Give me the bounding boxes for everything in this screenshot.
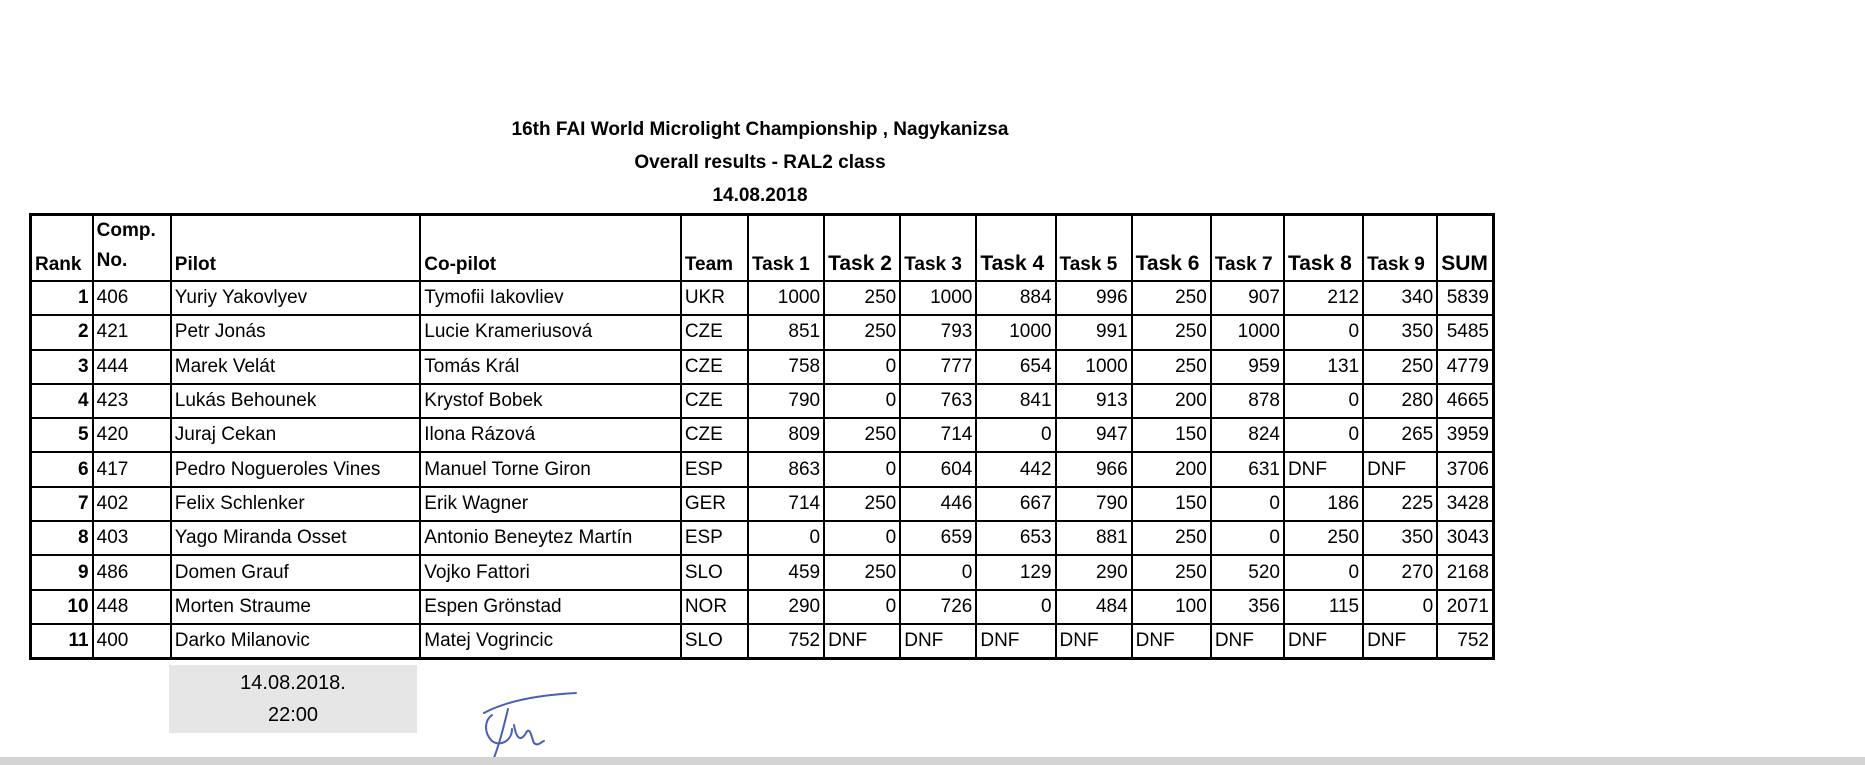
cell-task-3: 726 — [900, 590, 976, 624]
cell-task-8: 0 — [1284, 315, 1363, 349]
cell-task-8: 212 — [1284, 281, 1363, 315]
cell-task-7: DNF — [1211, 624, 1284, 659]
cell-comp-no: 444 — [93, 350, 171, 384]
cell-task-8: 0 — [1284, 384, 1363, 418]
cell-task-9: 265 — [1363, 418, 1437, 452]
cell-task-5: 790 — [1056, 487, 1132, 521]
results-table — [29, 213, 1495, 660]
cell-task-3: 0 — [900, 555, 976, 589]
table-row — [31, 487, 1494, 521]
cell-task-6: 150 — [1132, 418, 1211, 452]
cell-task-1: 851 — [748, 315, 824, 349]
header-row — [31, 215, 1494, 282]
cell-task-8: DNF — [1284, 624, 1363, 659]
cell-task-4: DNF — [976, 624, 1055, 659]
cell-team: CZE — [681, 384, 748, 418]
cell-task-8: 0 — [1284, 418, 1363, 452]
cell-team: SLO — [681, 555, 748, 589]
cell-task-6: 250 — [1132, 350, 1211, 384]
table-row — [31, 315, 1494, 349]
cell-rank: 2 — [31, 315, 93, 349]
cell-co-pilot: Erik Wagner — [420, 487, 681, 521]
cell-task-5: 947 — [1056, 418, 1132, 452]
cell-task-6: 250 — [1132, 315, 1211, 349]
cell-task-2: 250 — [824, 281, 900, 315]
cell-task-5: 991 — [1056, 315, 1132, 349]
cell-task-7: 0 — [1211, 521, 1284, 555]
cell-rank: 9 — [31, 555, 93, 589]
cell-task-2: 250 — [824, 315, 900, 349]
cell-comp-no: 423 — [93, 384, 171, 418]
cell-pilot: Felix Schlenker — [171, 487, 421, 521]
cell-rank: 3 — [31, 350, 93, 384]
cell-task-4: 667 — [976, 487, 1055, 521]
cell-task-9: 0 — [1363, 590, 1437, 624]
cell-task-3: 1000 — [900, 281, 976, 315]
cell-task-4: 442 — [976, 452, 1055, 486]
cell-task-9: 280 — [1363, 384, 1437, 418]
cell-task-8: DNF — [1284, 452, 1363, 486]
cell-task-2: 0 — [824, 590, 900, 624]
cell-task-6: 250 — [1132, 555, 1211, 589]
cell-pilot: Lukás Behounek — [171, 384, 421, 418]
cell-comp-no: 448 — [93, 590, 171, 624]
cell-team: UKR — [681, 281, 748, 315]
cell-task-6: DNF — [1132, 624, 1211, 659]
cell-task-4: 129 — [976, 555, 1055, 589]
cell-task-2: 250 — [824, 555, 900, 589]
cell-comp-no: 417 — [93, 452, 171, 486]
cell-task-4: 653 — [976, 521, 1055, 555]
cell-sum: 3428 — [1437, 487, 1493, 521]
cell-task-5: 881 — [1056, 521, 1132, 555]
cell-rank: 8 — [31, 521, 93, 555]
cell-task-2: 0 — [824, 521, 900, 555]
cell-task-1: 290 — [748, 590, 824, 624]
cell-team: ESP — [681, 452, 748, 486]
cell-task-8: 186 — [1284, 487, 1363, 521]
cell-team: ESP — [681, 521, 748, 555]
cell-task-7: 520 — [1211, 555, 1284, 589]
cell-task-3: 659 — [900, 521, 976, 555]
cell-pilot: Petr Jonás — [171, 315, 421, 349]
cell-task-7: 1000 — [1211, 315, 1284, 349]
cell-task-4: 654 — [976, 350, 1055, 384]
cell-pilot: Yuriy Yakovlyev — [171, 281, 421, 315]
table-row — [31, 350, 1494, 384]
cell-task-3: 777 — [900, 350, 976, 384]
cell-sum: 5839 — [1437, 281, 1493, 315]
column-header-task-9: Task 9 — [1363, 215, 1437, 282]
cell-task-5: 913 — [1056, 384, 1132, 418]
cell-team: NOR — [681, 590, 748, 624]
cell-pilot: Yago Miranda Osset — [171, 521, 421, 555]
cell-task-7: 824 — [1211, 418, 1284, 452]
cell-sum: 5485 — [1437, 315, 1493, 349]
column-header-task-2: Task 2 — [824, 215, 900, 282]
column-header-rank: Rank — [31, 215, 93, 282]
column-header-task-5: Task 5 — [1056, 215, 1132, 282]
cell-task-1: 459 — [748, 555, 824, 589]
cell-task-5: 484 — [1056, 590, 1132, 624]
cell-co-pilot: Tymofii Iakovliev — [420, 281, 681, 315]
cell-pilot: Marek Velát — [171, 350, 421, 384]
cell-task-9: DNF — [1363, 624, 1437, 659]
cell-team: GER — [681, 487, 748, 521]
column-header-task-1: Task 1 — [748, 215, 824, 282]
column-header-task-6: Task 6 — [1132, 215, 1211, 282]
cell-task-9: 350 — [1363, 315, 1437, 349]
cell-task-2: 250 — [824, 487, 900, 521]
cell-task-2: 250 — [824, 418, 900, 452]
cell-task-2: 0 — [824, 384, 900, 418]
cell-sum: 2168 — [1437, 555, 1493, 589]
cell-co-pilot: Ilona Rázová — [420, 418, 681, 452]
cell-co-pilot: Vojko Fattori — [420, 555, 681, 589]
cell-task-4: 1000 — [976, 315, 1055, 349]
cell-sum: 3959 — [1437, 418, 1493, 452]
cell-task-4: 0 — [976, 590, 1055, 624]
column-header-task-4: Task 4 — [976, 215, 1055, 282]
cell-task-1: 0 — [748, 521, 824, 555]
cell-co-pilot: Antonio Beneytez Martín — [420, 521, 681, 555]
cell-task-8: 0 — [1284, 555, 1363, 589]
cell-sum: 4665 — [1437, 384, 1493, 418]
table-row — [31, 418, 1494, 452]
signature-image — [478, 685, 578, 765]
table-row — [31, 281, 1494, 315]
cell-task-6: 100 — [1132, 590, 1211, 624]
cell-task-3: 714 — [900, 418, 976, 452]
cell-task-5: 996 — [1056, 281, 1132, 315]
column-header-task-7: Task 7 — [1211, 215, 1284, 282]
cell-rank: 5 — [31, 418, 93, 452]
cell-task-6: 150 — [1132, 487, 1211, 521]
cell-team: CZE — [681, 350, 748, 384]
page-bottom-bar — [0, 757, 1865, 765]
cell-co-pilot: Lucie Krameriusová — [420, 315, 681, 349]
cell-task-3: 446 — [900, 487, 976, 521]
stamp-date: 14.08.2018. — [240, 672, 346, 694]
cell-task-3: 793 — [900, 315, 976, 349]
column-header-co-pilot: Co-pilot — [420, 215, 681, 282]
cell-task-6: 200 — [1132, 452, 1211, 486]
cell-task-9: 225 — [1363, 487, 1437, 521]
cell-task-8: 131 — [1284, 350, 1363, 384]
cell-co-pilot: Manuel Torne Giron — [420, 452, 681, 486]
cell-task-7: 907 — [1211, 281, 1284, 315]
cell-task-3: 604 — [900, 452, 976, 486]
cell-task-8: 250 — [1284, 521, 1363, 555]
column-header-team: Team — [681, 215, 748, 282]
table-row — [31, 555, 1494, 589]
cell-task-6: 200 — [1132, 384, 1211, 418]
cell-rank: 6 — [31, 452, 93, 486]
results-table-header — [31, 215, 1494, 282]
cell-task-2: DNF — [824, 624, 900, 659]
cell-rank: 4 — [31, 384, 93, 418]
cell-pilot: Darko Milanovic — [171, 624, 421, 659]
cell-sum: 752 — [1437, 624, 1493, 659]
results-table-body — [31, 281, 1494, 659]
cell-comp-no: 403 — [93, 521, 171, 555]
cell-task-4: 884 — [976, 281, 1055, 315]
cell-task-3: DNF — [900, 624, 976, 659]
cell-task-8: 115 — [1284, 590, 1363, 624]
cell-pilot: Morten Straume — [171, 590, 421, 624]
cell-pilot: Domen Grauf — [171, 555, 421, 589]
cell-task-9: 340 — [1363, 281, 1437, 315]
cell-task-2: 0 — [824, 452, 900, 486]
cell-team: SLO — [681, 624, 748, 659]
cell-comp-no: 420 — [93, 418, 171, 452]
cell-sum: 2071 — [1437, 590, 1493, 624]
cell-task-7: 631 — [1211, 452, 1284, 486]
cell-rank: 10 — [31, 590, 93, 624]
cell-task-7: 959 — [1211, 350, 1284, 384]
cell-task-4: 841 — [976, 384, 1055, 418]
cell-co-pilot: Krystof Bobek — [420, 384, 681, 418]
cell-team: CZE — [681, 418, 748, 452]
cell-comp-no: 421 — [93, 315, 171, 349]
cell-task-7: 356 — [1211, 590, 1284, 624]
cell-task-6: 250 — [1132, 281, 1211, 315]
cell-pilot: Juraj Cekan — [171, 418, 421, 452]
page-title: 16th FAI World Microlight Championship , Nagykanizsa — [511, 119, 1009, 140]
cell-co-pilot: Matej Vogrincic — [420, 624, 681, 659]
cell-task-3: 763 — [900, 384, 976, 418]
cell-comp-no: 400 — [93, 624, 171, 659]
cell-task-5: 1000 — [1056, 350, 1132, 384]
cell-task-7: 0 — [1211, 487, 1284, 521]
column-header-task-8: Task 8 — [1284, 215, 1363, 282]
cell-rank: 11 — [31, 624, 93, 659]
cell-sum: 3043 — [1437, 521, 1493, 555]
cell-task-1: 714 — [748, 487, 824, 521]
cell-task-9: 250 — [1363, 350, 1437, 384]
column-header-sum: SUM — [1437, 215, 1493, 282]
cell-team: CZE — [681, 315, 748, 349]
cell-comp-no: 486 — [93, 555, 171, 589]
cell-rank: 1 — [31, 281, 93, 315]
column-header-pilot: Pilot — [171, 215, 421, 282]
cell-co-pilot: Tomás Král — [420, 350, 681, 384]
cell-task-1: 758 — [748, 350, 824, 384]
column-header-task-3: Task 3 — [900, 215, 976, 282]
cell-rank: 7 — [31, 487, 93, 521]
table-row — [31, 452, 1494, 486]
table-row — [31, 624, 1494, 659]
cell-pilot: Pedro Nogueroles Vines — [171, 452, 421, 486]
cell-task-5: DNF — [1056, 624, 1132, 659]
cell-task-5: 290 — [1056, 555, 1132, 589]
cell-co-pilot: Espen Grönstad — [420, 590, 681, 624]
cell-task-9: DNF — [1363, 452, 1437, 486]
cell-sum: 3706 — [1437, 452, 1493, 486]
cell-task-1: 790 — [748, 384, 824, 418]
cell-task-1: 863 — [748, 452, 824, 486]
results-date: 14.08.2018 — [712, 185, 808, 206]
cell-task-1: 752 — [748, 624, 824, 659]
cell-sum: 4779 — [1437, 350, 1493, 384]
page-subtitle: Overall results - RAL2 class — [634, 152, 886, 173]
column-header-comp-no: Comp. No. — [93, 215, 171, 282]
table-row — [31, 521, 1494, 555]
cell-task-5: 966 — [1056, 452, 1132, 486]
cell-task-4: 0 — [976, 418, 1055, 452]
cell-task-2: 0 — [824, 350, 900, 384]
table-row — [31, 590, 1494, 624]
cell-task-1: 809 — [748, 418, 824, 452]
cell-task-7: 878 — [1211, 384, 1284, 418]
stamp-time: 22:00 — [267, 704, 319, 726]
cell-task-6: 250 — [1132, 521, 1211, 555]
table-row — [31, 384, 1494, 418]
cell-task-1: 1000 — [748, 281, 824, 315]
date-time-stamp — [169, 665, 417, 733]
cell-task-9: 350 — [1363, 521, 1437, 555]
cell-comp-no: 406 — [93, 281, 171, 315]
cell-task-9: 270 — [1363, 555, 1437, 589]
cell-comp-no: 402 — [93, 487, 171, 521]
